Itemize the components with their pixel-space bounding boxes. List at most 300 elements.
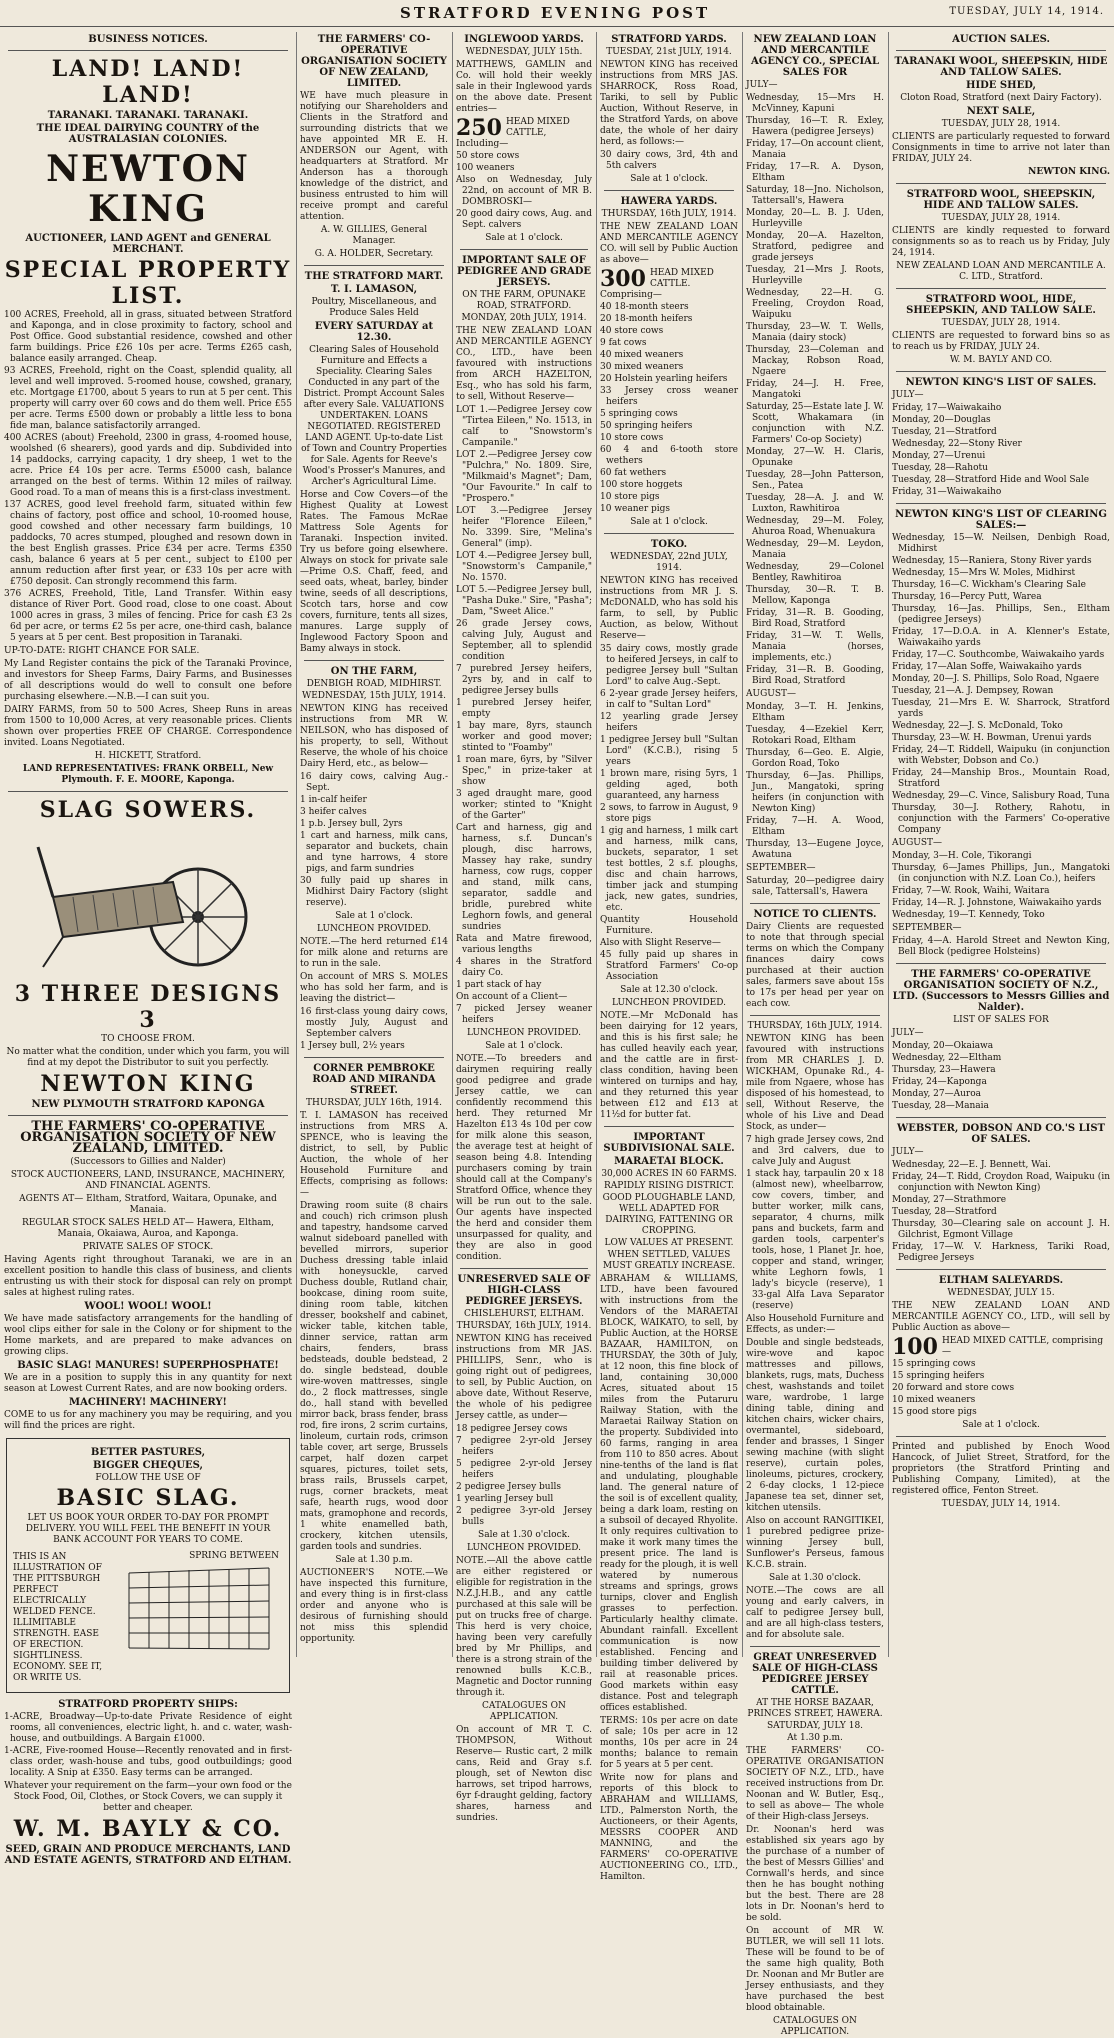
divider xyxy=(750,1646,880,1647)
chislehurst-date: THURSDAY, 16th JULY, 1914. xyxy=(456,1321,592,1331)
divider xyxy=(896,1117,1106,1118)
machinery-text: COME to us for any machinery you may be requiring, and you will find the prices are right. xyxy=(4,1410,292,1431)
imprint-date: TUESDAY, JULY 14, 1914. xyxy=(941,1499,1061,1509)
sale-time: Sale at 1 o'clock. xyxy=(630,517,708,527)
lamason-spence: T. I. LAMASON has received instructions from MRS A. SPENCE, who is leaving the district, to sell, by Public Auction, the whole of her Household Furniture and Effects, comprising as follows:— xyxy=(300,1111,448,1198)
listing: 93 ACRES, Freehold, right on the Coast, splendid quality, all level and well improved. 5-roomed house, cowshed, granary, etc. Mortgage £1700, about 5 years to run at 5 per cent. This property will carry over 60 cows and do them well. Price £55 per acre. Terms £500 down or probably a little less to bona fide man, balance satisfactorily arranged. xyxy=(4,366,292,431)
sale-item: 40 18-month steers xyxy=(600,302,689,312)
sale-item: 10 store cows xyxy=(600,433,664,443)
sale-item: 2 pedigree Jersey bulls xyxy=(456,1482,561,1492)
sale-time: Sale at 1 o'clock. xyxy=(485,1041,563,1051)
slag-sowers-title: SLAG SOWERS. xyxy=(39,797,257,823)
farm-place: DENBIGH ROAD, MIDHIRST. xyxy=(306,679,442,689)
list-item: Thursday, 16—Jas. Phillips, Sen., Eltham (pedigree Jerseys) xyxy=(892,604,1110,625)
list-item: Wednesday, 29—Colonel Bentley, Rawhitiroa xyxy=(746,562,884,583)
sale-item: 1 p.b. Jersey bull, 2yrs xyxy=(300,819,403,829)
list-item: Friday, 14—R. J. Johnstone, Waiwakaiho yards xyxy=(892,898,1102,908)
toko-title: TOKO. xyxy=(650,539,688,550)
unreserved-title: GREAT UNRESERVED SALE OF HIGH-CLASS PEDIGREE JERSEY CATTLE. xyxy=(752,1652,878,1696)
note-mcdonald: NOTE.—Mr McDonald has been dairying for 12 years, and this is his first sale; he has culled heavily each year, and the cattle are in first-class condition, having been wintered on turnips and hay, and they returned this year between £12 and £13 at 11½d for butter fat. xyxy=(600,1011,738,1120)
hawera-title: HAWERA YARDS. xyxy=(620,196,718,207)
dairy-farms: DAIRY FARMS, from 50 to 500 Acres, Sheep Runs in areas from 1500 to 10,000 Acres, at very reasonable prices. Clients shown over properties FREE OF CHARGE. Correspondence invited. Loans Negotiated. xyxy=(4,705,292,748)
sale-item: 1 stack hay, tarpaulin 20 x 18 (almost new), wheelbarrow, cow covers, timber, and butter worker, milk cans, separator, 4 churns, milk pans and buckets, farm and garden tools, carpenter's tools, hose, 1 Planet Jr. hoe, copper and stand, wringer, white Leghorn fowls, 1 lady's bicycle (reserve), 1 33-gal Alfa Lava Separator (reserve) xyxy=(746,1169,884,1311)
sws-date: TUESDAY, JULY 28, 1914. xyxy=(941,213,1061,223)
head-count: 100 xyxy=(892,1334,938,1360)
bayly-heading: W. M. BAYLY & CO. xyxy=(13,1816,283,1842)
basic-slag-ad xyxy=(6,1438,290,1693)
sale-item: 1 Jersey bull, 2½ years xyxy=(300,1041,405,1051)
mart-every: EVERY SATURDAY at 12.30. xyxy=(314,321,434,343)
sale-item: 60 fat wethers xyxy=(600,468,667,478)
fence-illustration xyxy=(119,1563,279,1653)
inglewood-title: INGLEWOOD YARDS. xyxy=(464,34,584,45)
fence-ad xyxy=(13,1550,283,1686)
towns-line: NEW PLYMOUTH STRATFORD KAPONGA xyxy=(31,1099,265,1110)
masthead-date: TUESDAY, JULY 14, 1914. xyxy=(949,6,1104,17)
list-item: Monday, 20—Douglas xyxy=(892,415,991,425)
list-item: Friday, 24—Kaponga xyxy=(892,1077,987,1087)
unreserved-text: THE FARMERS' CO-OPERATIVE ORGANISATION SOCIETY OF N.Z., LTD., have received instructions from Dr. Noonan and W. Butler, Esq., to sell as above— The whole of their High-class Jerseys. xyxy=(746,1746,884,1822)
divider xyxy=(604,190,734,191)
sale-item: 2 pedigree 3-yr-old Jersey bulls xyxy=(456,1506,592,1527)
next-sale: NEXT SALE, xyxy=(966,106,1036,117)
list-item: Wednesday, 22—Eltham xyxy=(892,1053,1002,1063)
list-item: Friday, 31—R. B. Gooding, Bird Road, Stratford xyxy=(746,608,884,629)
sale-item: 33 Jersey cross weaner heifers xyxy=(600,386,738,407)
note: NOTE.—The herd returned £14 for milk alone and returns are to run in the sale. xyxy=(300,937,448,969)
month-label: SEPTEMBER— xyxy=(746,863,816,873)
sale-item: 16 dairy cows, calving Aug.-Sept. xyxy=(300,772,448,793)
whatever-text: Whatever your requirement on the farm—your own food or the Stock Food, Oil, Clothes, or Stock Covers, we can supply it better and cheaper. xyxy=(4,1781,292,1813)
list-item: Monday, 20—A. Hazelton, Stratford, pedigree and grade jerseys xyxy=(746,231,884,263)
subdivision-title: IMPORTANT SUBDIVISIONAL SALE. xyxy=(603,1132,735,1154)
list-item: Monday, 27—Strathmore xyxy=(892,1195,1007,1205)
list-item: Tuesday, 28—Stratford Hide and Wool Sale xyxy=(892,475,1090,485)
stratford-property: STRATFORD PROPERTY SHIPS: xyxy=(58,1699,238,1710)
list-item: Thursday, 23—Hawera xyxy=(892,1065,996,1075)
fence-label: SPRING BETWEEN xyxy=(189,1551,279,1561)
sale-item: 2 sows, to farrow in August, 9 store pigs xyxy=(600,803,738,824)
eltham-text: THE NEW ZEALAND LOAN AND MERCANTILE AGENCY CO., LTD., will sell by Public Auction as above— xyxy=(892,1301,1110,1333)
slag-text: We are in a position to supply this in any quantity for next season at Lowest Current Rates, and are now booking orders. xyxy=(4,1373,292,1394)
catalogues: CATALOGUES ON APPLICATION. xyxy=(482,1701,566,1722)
column-rule xyxy=(742,32,743,1657)
three-designs: 3 THREE DESIGNS 3 xyxy=(14,981,282,1033)
rapidly-line: RAPIDLY RISING DISTRICT. xyxy=(604,1181,734,1191)
sale-item: 15 springing heifers xyxy=(892,1371,985,1381)
list-item: Monday, 27—Urenui xyxy=(892,451,986,461)
sale-item: 20 18-month heifers xyxy=(600,314,693,324)
sale-item: 15 good store pigs xyxy=(892,1407,977,1417)
fco-list-label: LIST OF SALES FOR xyxy=(953,1015,1049,1025)
slag-heading: BASIC SLAG! MANURES! SUPERPHOSPHATE! xyxy=(17,1360,279,1371)
settled-line: WHEN SETTLED, VALUES MUST GREATLY INCREASE. xyxy=(602,1250,736,1271)
up-to-date: UP-TO-DATE: RIGHT CHANCE FOR SALE. xyxy=(4,646,200,656)
furniture-list: Drawing room suite (8 chairs and couch) rich crimson plush and tapestry, handsome carved walnut sideboard panelled with bevelled mirrors, superior Duchess dressing table inlaid with honeysuckle, carved Duchess double, Rutland chair, bookcase, dining room suite, dining room table, kitchen dresser, bookshelf and cabinet, wicker table, kitchen table, dinner service, rattan arm chairs, fenders, brass bedsteads, double bedstead, 2 do. single bedstead, double wire-woven mattresses, single do., 2 flock mattresses, single do., hall stand with bevelled mirror back, brass fender, brass rod, fire irons, 2 scrim curtains, linoleum, curtain rods, crimson table cover, art serge, Brussels carpet, half dozen carpet squares, pictures, toilet sets, brass rails, Brussels carpet, rugs, corner brackets, meat safe, hearth rugs, wood door mats, gramophone and records, 1 white enamelled bath, crockery, kitchen utensils, garden tools and sundries. xyxy=(300,1201,448,1552)
list-item: Monday, 3—T. H. Jenkins, Eltham xyxy=(746,702,884,723)
list-item: Wednesday, 22—Stony River xyxy=(892,439,1022,449)
sw-title: STRATFORD WOOL, HIDE, SHEEPSKIN, AND TALLOW SALE. xyxy=(906,294,1096,316)
land-headline: LAND! LAND! LAND! xyxy=(51,56,245,108)
fco-sales: REGULAR STOCK SALES HELD AT— Hawera, Eltham, Manaia, Okaiawa, Auroa, and Kaponga. xyxy=(21,1218,275,1239)
hawera-head xyxy=(600,268,738,301)
fco-signature: A. W. GILLIES, General Manager. xyxy=(320,225,428,246)
list-item: Tuesday, 28—A. J. and W. Luxton, Rawhitiroa xyxy=(746,493,884,514)
list-item: Friday, 17—C. Southcombe, Waiwakaiho yards xyxy=(892,650,1105,660)
head-count: 250 xyxy=(456,115,502,141)
list-item: Monday, 20—L. B. J. Uden, Hurleyville xyxy=(746,208,884,229)
sale-item: 35 dairy cows, mostly grade to heifered Jerseys, in calf to pedigree Jersey bull "Sultan Lord" to calve Aug.-Sept. xyxy=(600,644,738,687)
divider xyxy=(604,1126,734,1127)
sale-item: 26 grade Jersey cows, calving July, August and September, all to splendid condition xyxy=(456,619,592,662)
list-item: Thursday, 30—J. Rothery, Rahotu, in conjunction with the Farmers' Co-operative Company xyxy=(892,803,1110,835)
fence-text: THIS IS AN ILLUSTRATION OF THE PITTSBURGH PERFECT ELECTRICALLY WELDED FENCE. ILLIMITABLE STRENGTH. EASE OF ERECTION. SIGHTLINESS. ECONOMY. SEE IT, OR WRITE US. xyxy=(13,1552,103,1683)
list-item: Friday, 31—R. B. Gooding, Bird Road, Stratford xyxy=(746,665,884,686)
sale-item: 7 high grade Jersey cows, 2nd and 3rd calvers, due to calve July and August xyxy=(746,1135,884,1167)
auction-sales-header: AUCTION SALES. xyxy=(952,34,1050,45)
list-item: Thursday, 6—Geo. E. Algie, Gordon Road, Toko xyxy=(746,748,884,769)
sale-time: Sale at 1.30 o'clock. xyxy=(478,1530,570,1540)
clients-notice: CLIENTS are particularly requested to forward Consignments in time to arrive not later than FRIDAY, JULY 24. xyxy=(892,132,1110,164)
property-item: 1-ACRE, Broadway—Up-to-date Private Residence of eight rooms, all conveniences, electric light, h. and c. water, wash-house, and outbuildings. A Bargain £1000. xyxy=(4,1712,292,1744)
sale-item: 1 part stack of hay xyxy=(456,980,542,990)
sale-item: 20 Holstein yearling heifers xyxy=(600,374,728,384)
terms-text: TERMS: 10s per acre on date of sale; 10s per acre in 12 months, 10s per acre in 24 months; balance to remain for 5 years at 5 per cent. xyxy=(600,1716,738,1770)
list-item: Wednesday, 19—T. Kennedy, Toko xyxy=(892,910,1045,920)
list-item: Wednesday, 22—E. J. Bennett, Wai. xyxy=(892,1160,1051,1170)
list-item: Thursday, 30—R. T. B. Mellow, Kaponga xyxy=(746,585,884,606)
month-label: SEPTEMBER— xyxy=(892,923,962,933)
property-item: 1-ACRE, Five-roomed House—Recently renovated and in first-class order, wash-house and tubs, good outbuildings; good locality. A Snip at £350. Easy terms can be arranged. xyxy=(4,1746,292,1778)
bayly-subtitle: SEED, GRAIN AND PRODUCE MERCHANTS, LAND AND ESTATE AGENTS, STRATFORD AND ELTHAM. xyxy=(4,1844,292,1866)
note-cows: NOTE.—The cows are all young and early calvers, in calf to pedigree Jersey bull, and are all high-class testers, and for absolute sale. xyxy=(746,1586,884,1640)
taranaki-line: TARANAKI. TARANAKI. TARANAKI. xyxy=(47,110,249,121)
sale-item: 10 weaner pigs xyxy=(600,504,671,514)
wickham-date: THURSDAY, 16th JULY, 1914. xyxy=(747,1021,883,1031)
mart-text: Clearing Sales of Household Furniture and Effects a Speciality. Clearing Sales Conducted in any part of the District. Prompt Account Sales after every Sale. VALUATIONS UNDERTAKEN. LOANS NEGOTIATED. REGISTERED LAND AGENT. Up-to-date List of Town and Country Properties for Sale. Agents for Reeve's Wood's Prosser's Manures, and Archer's Agricultural Lime. xyxy=(301,345,447,487)
sale-item: 1 in-calf heifer xyxy=(300,795,367,805)
list-item: Friday, 31—W. T. Wells, Manaia (horses, implements, etc.) xyxy=(746,631,884,663)
head-label: HEAD MIXED CATTLE, comprising— xyxy=(941,1336,1104,1357)
column-rule xyxy=(452,32,453,1657)
sale-item: On account of a Client— xyxy=(456,992,568,1002)
sale-item: 1 yearling Jersey bull xyxy=(456,1494,554,1504)
sale-item: 50 springing heifers xyxy=(600,421,693,431)
nz-loan-sign: NEW ZEALAND LOAN AND MERCANTILE A. C. LTD., Stratford. xyxy=(896,261,1106,282)
divider xyxy=(896,183,1106,184)
list-item: Thursday, 16—T. R. Exley, Hawera (pedigree Jerseys) xyxy=(746,116,884,137)
divider xyxy=(8,50,288,51)
sale-item: 40 mixed weaners xyxy=(600,350,684,360)
month-label: JULY— xyxy=(892,390,924,400)
listing: 100 ACRES, Freehold, all in grass, situated between Stratford and Kaponga, and in close proximity to factory, school and Post Office. Good substantial residence, cowshed and other farm buildings. Price £26 10s per acre. Terms £265 cash, balance easily arranged. Cheap. xyxy=(4,310,292,364)
sale-item: 9 fat cows xyxy=(600,338,647,348)
catalogues: CATALOGUES ON APPLICATION. xyxy=(773,2016,857,2037)
column-rule xyxy=(596,32,597,1657)
masthead-title: STRATFORD EVENING POST xyxy=(400,4,711,22)
list-item: Thursday, 16—C. Wickham's Clearing Sale xyxy=(892,580,1086,590)
list-item: Tuesday, 21—Mrs J. Roots, Hurleyville xyxy=(746,265,884,286)
divider xyxy=(896,1269,1106,1270)
fco-title: THE FARMERS' CO-OPERATIVE ORGANISATION SOCIETY OF N.Z., LTD. (Successors to Messrs Gillies and Nalder). xyxy=(892,969,1110,1013)
list-item: Tuesday, 21—Mrs E. W. Sharrock, Stratford yards xyxy=(892,698,1110,719)
corner-date: THURSDAY, JULY 16th, 1914. xyxy=(306,1098,442,1108)
list-item: Tuesday, 28—John Patterson, Sen., Patea xyxy=(746,470,884,491)
better-pastures: BETTER PASTURES, xyxy=(90,1447,206,1458)
list-item: Friday, 24—J. H. Free, Mangatoki xyxy=(746,379,884,400)
column-3 xyxy=(456,32,592,1823)
list-item: Thursday, 13—Eugene Joyce, Awatuna xyxy=(746,839,884,860)
note-cattle: NOTE.—All the above cattle are either registered or eligible for registration in the N.Z.J.H.B., and any cattle purchased at this sale will be put on trucks free of charge. This herd is very choice, having been very carefully bred by Mr Phillips, and there is a strong strain of the renowned bulls K.C.B., Magnetic and Doctor running through it. xyxy=(456,1556,592,1698)
sale-item: 20 forward and store cows xyxy=(892,1383,1015,1393)
pedigree-date: MONDAY, 20th JULY, 1914. xyxy=(461,313,587,323)
list-item: Thursday, 30—Clearing sale on account J. H. Gilchrist, Egmont Village xyxy=(892,1219,1110,1240)
firm-subtitle: AUCTIONEER, LAND AGENT and GENERAL MERCHANT. xyxy=(25,233,271,255)
column-1 xyxy=(4,32,292,1866)
newton-king-heading: NEWTON KING xyxy=(46,148,250,230)
chislehurst-place: CHISLEHURST, ELTHAM. xyxy=(463,1309,585,1319)
book-order: LET US BOOK YOUR ORDER TO-DAY FOR PROMPT DELIVERY. YOU WILL FEEL THE BENEFIT IN YOUR BANK ACCOUNT FOR YEARS TO COME. xyxy=(25,1513,271,1545)
list-item: Wednesday, 15—W. Neilsen, Denbigh Road, Midhirst xyxy=(892,533,1110,554)
property-list-title: SPECIAL PROPERTY LIST. xyxy=(4,257,292,309)
sale-item: 3 aged draught mare, good worker; stinted to "Knight of the Garter" xyxy=(456,789,592,821)
masthead xyxy=(0,0,1114,27)
subdivision-text: ABRAHAM & WILLIAMS, LTD., have been favoured with instructions from the Vendors of the MARAETAI BLOCK, WAIKATO, to sell, by Public Auction, at the HORSE BAZAAR, HAMILTON, on THURSDAY, the 30th of July, at 12 noon, this fine block of land, containing 30,000 Acres, situated about 15 miles from the Putaruru Railway Station, with the Maraetai Railway Station on the property. Subdivided into 60 farms, ranging in area from 110 to 850 acres. About nine-tenths of the land is flat and undulating, ploughable land. The general nature of the soil is of excellent quality, being a dark loam, resting on a subsoil of decayed Rhyolite. It only requires cultivation to make it work many times the present price. The land is ready for the plough, it is well watered by numerous streams and springs, grows turnips, clover and English grasses to perfection. Particularly healthy climate. Abundant rainfall. Excellent communication is now established. Fencing and building timber delivered by rail at reasonable prices. Good markets within easy distance. Post and telegraph offices established. xyxy=(600,1274,738,1713)
choose-text: No matter what the condition, under which you farm, you will find at my depot the Distributor to suit you perfectly. xyxy=(6,1047,290,1068)
sale-item: 18 pedigree Jersey cows xyxy=(456,1424,568,1434)
dairying-line: THE IDEAL DAIRYING COUNTRY of the AUSTRALASIAN COLONIES. xyxy=(36,123,260,145)
wool-heading: WOOL! WOOL! WOOL! xyxy=(84,1301,212,1312)
list-item: Wednesday, 29—C. Vince, Salisbury Road, Tuna xyxy=(892,791,1110,801)
luncheon: LUNCHEON PROVIDED. xyxy=(316,924,431,934)
clients-notice: CLIENTS are requested to forward bins so as to reach us by FRIDAY, JULY 24. xyxy=(892,331,1110,352)
list-item: Thursday, 23—W. H. Bowman, Urenui yards xyxy=(892,733,1092,743)
slag-sower-illustration xyxy=(33,827,263,977)
bayly-sign: W. M. BAYLY AND CO. xyxy=(949,355,1053,365)
unreserved-date: SATURDAY, JULY 18. xyxy=(766,1721,864,1731)
stratford-yards-date: TUESDAY, 21st JULY, 1914. xyxy=(606,47,732,57)
sale-item: 30 mixed weaners xyxy=(600,362,684,372)
clearing-title: NEWTON KING'S LIST OF CLEARING SALES:— xyxy=(895,509,1107,531)
land-register: My Land Register contains the pick of the Taranaki Province, and investors for Sheep Farms, Dairy Farms, and Businesses of all descriptions would do well to consult one before purchasing elsewhere.—N.B.—I can suit you. xyxy=(4,659,292,702)
divider xyxy=(304,660,444,661)
list-item: Friday, 24—T. Ridd, Croydon Road, Waipuku (in conjunction with Newton King) xyxy=(892,1172,1110,1193)
notice-text: Dairy Clients are requested to note that through special terms on which the Company finances dairy cows purchased at their auction sales, farmers save about 15s to 17s per head per year on each cow. xyxy=(746,922,884,1009)
divider xyxy=(750,1015,880,1016)
list-item: Thursday, 16—Percy Putt, Warea xyxy=(892,592,1042,602)
toko-text: NEWTON KING has received instructions from MR J. S. McDONALD, who has sold his farm, to sell, by Public Auction, as below, Without Reserve— xyxy=(600,576,738,641)
mart-title: THE STRATFORD MART. xyxy=(304,271,444,282)
lot-item: LOT 3.—Pedigree Jersey heifer "Florence Eileen," No. 3399. Sire, "Melina's General" (imp). xyxy=(456,506,592,549)
fco-signature: G. A. HOLDER, Secretary. xyxy=(314,249,434,259)
column-5 xyxy=(746,32,884,2037)
fco-title: THE FARMERS' CO-OPERATIVE ORGANISATION SOCIETY OF NEW ZEALAND, LIMITED. xyxy=(301,34,447,89)
inglewood-text: MATTHEWS, GAMLIN and Co. will hold their weekly sale in their Inglewood yards on the above date. Present entries— xyxy=(456,60,592,114)
sale-item: Rata and Matre firewood, various lengths xyxy=(456,934,592,955)
divider xyxy=(896,1436,1106,1437)
month-label: AUGUST— xyxy=(746,689,797,699)
auctioneer-note: AUCTIONEER'S NOTE.—We have inspected this furniture, and every thing is in first-class order and anyone who is desirous of furnishing should not miss this splendid opportunity. xyxy=(300,1568,448,1644)
sws-title: STRATFORD WOOL, SHEEPSKIN, HIDE AND TALLOW SALES. xyxy=(906,189,1096,211)
inglewood-head xyxy=(456,117,592,150)
sale-item: 12 yearling grade Jersey heifers xyxy=(600,712,738,733)
divider xyxy=(896,50,1106,51)
sale-item: 5 springing cows xyxy=(600,409,678,419)
sale-item: Cart and harness, gig and harness, s.f. Duncan's plough, disc harrows, Massey hay rake, sundry harness, cow rugs, copper and stand, milk cans, separator, saddle and bridle, purebred white Leghorn fowls, and general sundries xyxy=(456,823,592,932)
sale-item: 7 purebred Jersey heifers, 2yrs by, and in calf to pedigree Jersey bulls xyxy=(456,664,592,696)
list-item: Friday, 17—W. V. Harkness, Tariki Road, Pedigree Jerseys xyxy=(892,1242,1110,1263)
fco-private: PRIVATE SALES OF STOCK. xyxy=(82,1242,214,1252)
sale-item: 16 first-class young dairy cows, mostly July, August and September calvers xyxy=(300,1007,448,1039)
sale-item: 1 pedigree Jersey bull "Sultan Lord" (K.C.B.), rising 5 years xyxy=(600,735,738,767)
list-item: Friday, 17—R. A. Dyson, Eltham xyxy=(746,162,884,183)
sale-time: Sale at 1 o'clock. xyxy=(485,233,563,243)
farm-title: ON THE FARM, xyxy=(330,666,418,677)
list-item: Wednesday, 22—J. S. McDonald, Toko xyxy=(892,721,1063,731)
list-item: Wednesday, 29—M. Leydon, Manaia xyxy=(746,539,884,560)
sale-item: 45 fully paid up shares in Stratford Farmers' Co-op Association xyxy=(600,950,738,982)
divider xyxy=(8,1115,288,1116)
list-item: Tuesday, 28—Manaia xyxy=(892,1101,989,1111)
fco-stock: STOCK AUCTIONEERS, LAND, INSURANCE, MACHINERY, AND FINANCIAL AGENTS. xyxy=(10,1170,286,1191)
nz-loan-title: NEW ZEALAND LOAN AND MERCANTILE AGENCY CO., SPECIAL SALES FOR xyxy=(751,34,879,78)
moles-intro: On account of MRS S. MOLES who has sold her farm, and is leaving the district— xyxy=(300,972,448,1004)
lot-item: LOT 1.—Pedigree Jersey cow "Tirtea Eileen," No. 1513, in calf to "Snowstorm's Campanile." xyxy=(456,405,592,448)
divider xyxy=(304,1057,444,1058)
divider xyxy=(750,903,880,904)
hawera-text: THE NEW ZEALAND LOAN AND MERCANTILE AGENCY CO. will sell by Public Auction as above— xyxy=(600,222,738,265)
column-2 xyxy=(300,32,448,1657)
divider xyxy=(460,249,588,250)
machinery-heading: MACHINERY! MACHINERY! xyxy=(69,1397,227,1408)
basic-slag-title: BASIC SLAG. xyxy=(56,1485,240,1511)
follow-use: FOLLOW THE USE OF xyxy=(95,1473,201,1483)
sale-item: Also with Slight Reserve— xyxy=(600,938,721,948)
pedigree-text: THE NEW ZEALAND LOAN AND MERCANTILE AGENCY CO., LTD., have been favoured with instructions from ARCH HAZELTON, Esq., who has sold his farm, to sell, Without Reserve— xyxy=(456,326,592,402)
cloton-road: Cloton Road, Stratford (next Dairy Factory). xyxy=(900,93,1102,103)
list-item: Tuesday, 21—Stratford xyxy=(892,427,997,437)
fco-agents: AGENTS AT— Eltham, Stratford, Waitara, Opunake, and Manaia. xyxy=(19,1194,277,1215)
sharrock-text: NEWTON KING has received instructions from MRS JAS. SHARROCK, Ross Road, Tariki, to sell by Public Auction, Without Reserve, in the Stratford Yards, on above date, the whole of her dairy herd, as follows:— xyxy=(600,60,738,147)
mart-sub: Poultry, Miscellaneous, and Produce Sales Held xyxy=(311,297,437,318)
thompson-text: On account of MR T. C. THOMPSON, Without Reserve— Rustic cart, 2 milk cans, Reid and Gray s.f. plough, set of Newton disc harrows, set tripod harrows, 6yr f-draught gelding, factory shares, harness and sundries. xyxy=(456,1725,592,1823)
list-item: Monday, 3—H. Cole, Tikorangi xyxy=(892,851,1032,861)
lot-item: LOT 2.—Pedigree Jersey cow "Pulchra," No. 1809. Sire, "Milkmaid's Magnet"; Dam, "Our Favourite." In calf to "Prospero." xyxy=(456,450,592,504)
list-item: Monday, 27—Auroa xyxy=(892,1089,982,1099)
sale-item: 7 picked Jersey weaner heifers xyxy=(456,1004,592,1025)
sale-item: 50 store cows xyxy=(456,151,520,161)
eltham-date: WEDNESDAY, JULY 15. xyxy=(947,1288,1055,1298)
unreserved-place: AT THE HORSE BAZAAR, PRINCES STREET, HAWERA. xyxy=(747,1698,883,1719)
acres-line: 30,000 ACRES IN 60 FARMS. xyxy=(601,1169,737,1179)
lot-item: LOT 5.—Pedigree Jersey bull, "Pasha Duke." Sire, "Pasha"; Dam, "Sweet Alice." xyxy=(456,585,592,617)
sale-item: 40 store cows xyxy=(600,326,664,336)
list-item: Wednesday, 15—Mrs H. McVinney, Kapuni xyxy=(746,93,884,114)
list-item: Friday, 31—Waiwakaiho xyxy=(892,487,1002,497)
household-intro: Also Household Furniture and Effects, as under:— xyxy=(746,1314,884,1335)
next-sale-date: TUESDAY, JULY 28, 1914. xyxy=(941,119,1061,129)
list-item: Wednesday, 15—Mrs W. Moles, Midhirst xyxy=(892,568,1076,578)
fco-text: Having Agents right throughout Taranaki, we are in an excellent position to handle this class of business, and clients entrusting us with their stock for disposal can rely on prompt sales at highest ruling rates. xyxy=(4,1255,292,1298)
list-item: Tuesday, 28—Rahotu xyxy=(892,463,988,473)
sale-time: Sale at 1 o'clock. xyxy=(630,174,708,184)
pedigree-title: IMPORTANT SALE OF PEDIGREE AND GRADE JERSEYS. xyxy=(456,255,592,288)
column-4 xyxy=(600,32,738,1882)
sale-item: 30 fully paid up shares in Midhirst Dairy Factory (slight reserve). xyxy=(300,876,448,908)
divider xyxy=(604,533,734,534)
fco-title: THE FARMERS' CO-OPERATIVE ORGANISATION SOCIETY OF NEW ZEALAND, LIMITED. xyxy=(20,1119,276,1156)
list-item: Monday, 20—Okaiawa xyxy=(892,1041,994,1051)
sale-item: 1 purebred Jersey heifer, empty xyxy=(456,698,592,719)
sale-item: Quantity Household Furniture. xyxy=(600,915,738,936)
luncheon: LUNCHEON PROVIDED. xyxy=(611,998,726,1008)
sale-item: 10 mixed weaners xyxy=(892,1395,976,1405)
list-item: Friday, 17—On account client, Manaia xyxy=(746,139,884,160)
mart-name: T. I. LAMASON, xyxy=(330,284,418,295)
divider xyxy=(304,265,444,266)
hawera-date: THURSDAY, 16th JULY, 1914. xyxy=(601,209,737,219)
notice-title: NOTICE TO CLIENTS. xyxy=(753,909,877,920)
sale-item: 3 heifer calves xyxy=(300,807,367,817)
listing: 137 ACRES, good level freehold farm, situated within few chains of factory, post office and school, 10-roomed house, good cowshed and other necessary farm buildings, 10 paddocks, 70 acres stumped, ploughed and resown down in the best English grasses. Price £34 per acre. Terms £350 cash, balance 6 years at 5 per cent., subject to £100 per annum reduction after first year, or £33 10s per acre with £750 deposit. Can strongly recommend this farm. xyxy=(4,500,292,587)
to-choose: TO CHOOSE FROM. xyxy=(101,1034,195,1044)
lot-item: LOT 4.—Pedigree Jersey bull, "Snowstorm's Campanile," No. 1570. xyxy=(456,551,592,583)
sale-item: 1 bay mare, 8yrs, staunch worker and good mover; stinted to "Foamby" xyxy=(456,721,592,753)
list-item: Friday, 17—Alan Soffe, Waiwakaiho yards xyxy=(892,662,1082,672)
sale-time: Sale at 1 o'clock. xyxy=(335,911,413,921)
chislehurst-text: NEWTON KING has received instructions from MR JAS. PHILLIPS, Senr., who is going right out of pedigrees, to sell, by Public Auction, on above date, Without Reserve, the whole of his pedigree Jersey cattle, as under— xyxy=(456,1334,592,1421)
clients-notice: CLIENTS are kindly requested to forward consignments so as to reach us by Friday, July 24, 1914. xyxy=(892,226,1110,258)
maraetai-title: MARAETAI BLOCK. xyxy=(614,1156,724,1167)
land-reps: LAND REPRESENTATIVES: FRANK ORBELL, New Plymouth. F. E. MOORE, Kaponga. xyxy=(22,764,274,785)
also-text: Also on account RANGITIKEI, 1 purebred pedigree prize-winning Jersey bull, Sunflower's Perseus, famous K.C.B. strain. xyxy=(746,1516,884,1570)
listing: 400 ACRES (about) Freehold, 2300 in grass, 4-roomed house, woolshed (6 shearers), good yards and dip. Subdivided into 14 paddocks, carrying capacity, 1 dry sheep, 1 wet to the acre. Price £4 10s per acre. Terms £5000 cash, balance arranged on the best of terms. Within 12 miles of railway. Good road. To a man of means this is a first-class investment. xyxy=(4,433,292,498)
list-item: Thursday, 23—W. T. Wells, Manaia (dairy stock) xyxy=(746,322,884,343)
agent-name: H. HICKETT, Stratford. xyxy=(94,751,202,761)
section-header: BUSINESS NOTICES. xyxy=(88,34,208,45)
month-label: JULY— xyxy=(892,1147,924,1157)
good-land-line: GOOD PLOUGHABLE LAND, WELL ADAPTED FOR DAIRYING, FATTENING OR CROPPING. xyxy=(602,1193,736,1236)
sale-item: 4 shares in the Stratford dairy Co. xyxy=(456,957,592,978)
list-item: Saturday, 20—pedigree dairy sale, Tattersall's, Hawera xyxy=(746,876,884,897)
fco-successors: (Successors to Gillies and Nalder) xyxy=(70,1157,226,1167)
head-label: HEAD MIXED CATTLE, Including— xyxy=(456,117,570,149)
list-item: Friday, 17—D.O.A. in A. Klenner's Estate, Waiwakaiho yards xyxy=(892,627,1110,648)
list-item: Saturday, 25—Estate late J. W. Scott, Whakamara (in conjunction with N.Z. Farmers' Co-op Society) xyxy=(746,402,884,445)
head-label: HEAD MIXED CATTLE. Comprising— xyxy=(600,268,714,300)
column-rule xyxy=(296,32,297,1657)
low-values-line: LOW VALUES AT PRESENT. xyxy=(604,1238,734,1248)
plans-text: Write now for plans and reports of this block to ABRAHAM and WILLIAMS, LTD., Palmerston North, the Auctioneers, or their Agents, MESSRS COOPER AND MANNING, and the FARMERS' CO-OPERATIVE AUCTIONEERING CO., LTD., Hamilton. xyxy=(600,1773,738,1882)
bigger-cheques: BIGGER CHEQUES, xyxy=(92,1460,204,1471)
list-item: Friday, 24—Manship Bros., Mountain Road, Stratford xyxy=(892,768,1110,789)
taranaki-wool-title: TARANAKI WOOL, SHEEPSKIN, HIDE AND TALLOW SALES. xyxy=(894,56,1108,78)
eltham-title: ELTHAM SALEYARDS. xyxy=(938,1275,1064,1286)
list-item: Wednesday, 22—H. G. Freeling, Croydon Road, Waipuku xyxy=(746,288,884,320)
sale-item: 60 4 and 6-tooth store wethers xyxy=(600,445,738,466)
list-item: Friday, 7—H. A. Wood, Eltham xyxy=(746,816,884,837)
inglewood-date: WEDNESDAY, JULY 15th. xyxy=(465,47,583,57)
sale-item: 6 2-year grade Jersey heifers, in calf to "Sultan Lord" xyxy=(600,689,738,710)
list-item: Friday, 17—Waiwakaiho xyxy=(892,403,1002,413)
column-6 xyxy=(892,32,1110,1657)
sale-time: Sale at 1.30 p.m. xyxy=(335,1555,413,1565)
sale-item: 15 springing cows xyxy=(892,1359,976,1369)
wd-title: WEBSTER, DOBSON AND CO.'S LIST OF SALES. xyxy=(896,1123,1105,1145)
note-breeders: NOTE.—To breeders and dairymen requiring really good pedigree and grade Jersey cattle, we can confidently recommend this herd. They returned Mr Hazelton £13 4s 10d per cow for milk alone this season, the average test at height of season being 4.8. Intending purchasers coming by train should call at the Company's Stratford Office, whence they will be run out to the sale. Our agents have inspected the herd and consider them unsurpassed for quality, and they are also in good condition. xyxy=(456,1054,592,1262)
sale-item: 1 cart and harness, milk cans, separator and buckets, chain and tyne harrows, 4 store pigs, and farm sundries xyxy=(300,831,448,874)
listing: 376 ACRES, Freehold, Title, Land Transfer. Within easy distance of River Port. Good road, close to one coast. About 1000 acres in grass, 3 miles of fencing. Price for cash £3 2s 6d per acre, or terms £2 5s per acre, one-third cash, balance 5 years at 5 per cent. Best proposition in Taranaki. xyxy=(4,589,292,643)
